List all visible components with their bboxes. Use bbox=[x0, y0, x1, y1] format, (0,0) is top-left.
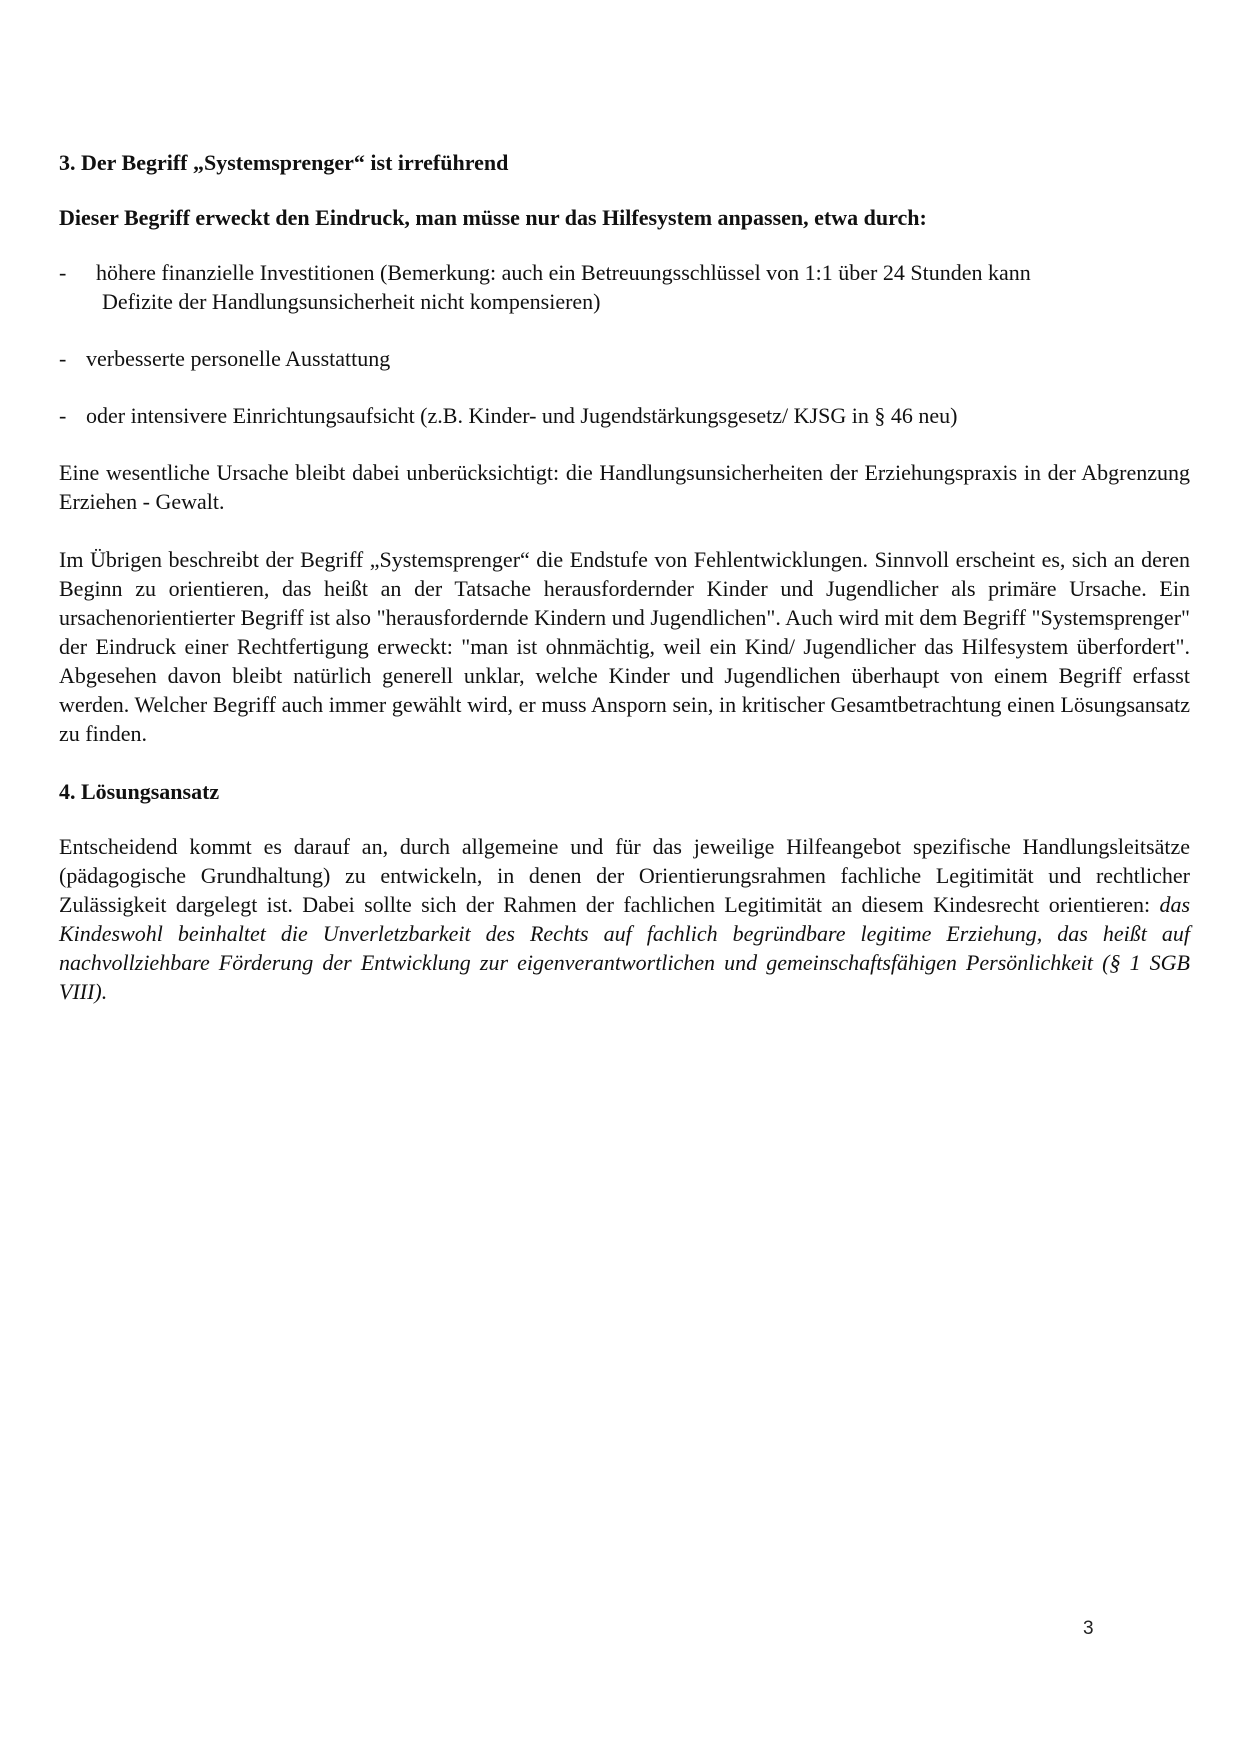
paragraph: Im Übrigen beschreibt der Begriff „Systemsprenger“ die Endstufe von Fehlentwicklungen. Sinnvoll erscheint es, sich an deren Beginn zu orientieren, das heißt an der Tatsache herausfordernder Kinder und Jugendlicher als primäre Ursache. Ein ursachenorientierter Begriff ist also "herausfordernde Kindern und Jugendlichen". Auch wird mit dem Begriff "Systemsprenger" der Eindruck einer Rechtfertigung erweckt: "man ist ohnmächtig, weil ein Kind/ Jugendlicher das Hilfesystem überfordert". Abgesehen davon bleibt natürlich generell unklar, welche Kinder und Jugendlichen überhaupt von einem Begriff erfasst werden. Welcher Begriff auch immer gewählt wird, er muss Ansporn sein, in kritischer Gesamtbetrachtung einen Lösungsansatz zu finden. bbox=[59, 547, 1190, 746]
paragraph-italic-text: das Kindeswohl beinhaltet die Unverletzbarkeit des Rechts auf fachlich begründbare legitime Erziehung, das heißt auf nachvollziehbare Förderung der Entwicklung zur eigenverantwortlichen und gemeinschaftsfähigen Persönlichkeit (§ 1 SGB VIII). bbox=[59, 892, 1190, 1004]
page-content bbox=[59, 148, 1190, 1035]
page-number: 3 bbox=[1083, 1618, 1094, 1639]
section-3-lead: Dieser Begriff erweckt den Eindruck, man müsse nur das Hilfesystem anpassen, etwa durch: bbox=[59, 205, 927, 230]
bullet-text: oder intensivere Einrichtungsaufsicht (z.B. Kinder- und Jugendstärkungsgesetz/ KJSG in § 46 neu) bbox=[86, 403, 958, 428]
bullet-item bbox=[59, 258, 1190, 316]
paragraph-text: Entscheidend kommt es darauf an, durch allgemeine und für das jeweilige Hilfeangebot spezifische Handlungsleitsätze (pädagogische Grundhaltung) zu entwickeln, in denen der Orientierungsrahmen fachliche Legitimität und rechtlicher Zulässigkeit dargelegt ist. Dabei sollte sich der Rahmen der fachlichen Legitimität an diesem Kindesrecht orientieren: bbox=[59, 834, 1190, 917]
section-4-heading: 4. Lösungsansatz bbox=[59, 779, 220, 804]
bullet-text-line: höhere finanzielle Investitionen (Bemerkung: auch ein Betreuungsschlüssel von 1:1 über 24 Stunden kann bbox=[96, 260, 1031, 285]
bullet-marker: - bbox=[59, 403, 67, 428]
bullet-item bbox=[59, 344, 1190, 373]
bullet-text bbox=[96, 258, 1190, 316]
bullet-marker: - bbox=[59, 260, 67, 285]
bullet-marker: - bbox=[59, 346, 67, 371]
paragraph: Eine wesentliche Ursache bleibt dabei unberücksichtigt: die Handlungsunsicherheiten der Erziehungspraxis in der Abgrenzung Erziehen - Gewalt. bbox=[59, 460, 1190, 514]
bullet-text-line: Defizite der Handlungsunsicherheit nicht kompensieren) bbox=[102, 289, 601, 314]
bullet-text: verbesserte personelle Ausstattung bbox=[86, 346, 391, 371]
paragraph bbox=[59, 832, 1190, 1006]
bullet-item bbox=[59, 401, 1190, 430]
section-3-heading: 3. Der Begriff „Systemsprenger“ ist irreführend bbox=[59, 150, 509, 175]
